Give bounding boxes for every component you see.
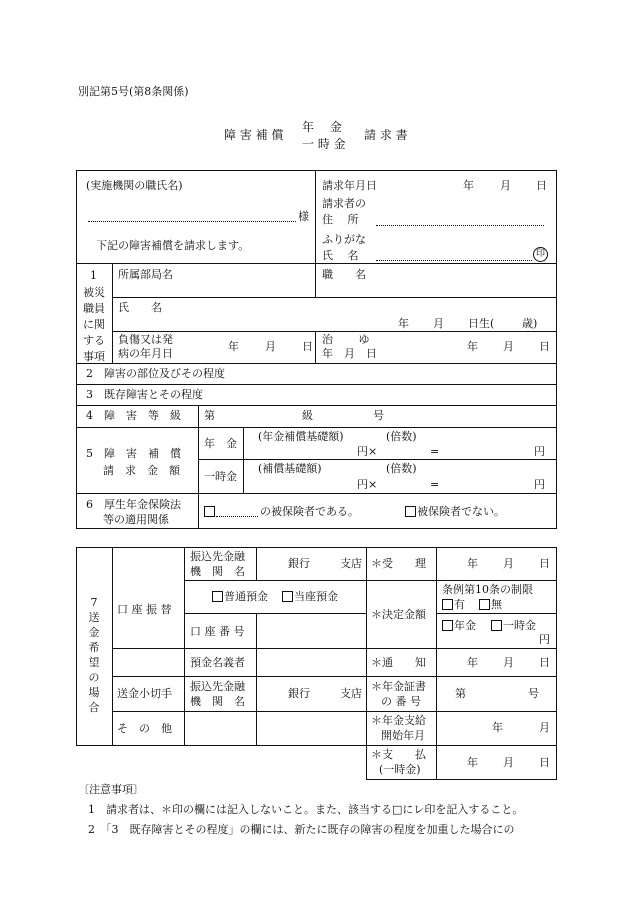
restriction-label: 条例第10条の制限 [442,583,533,596]
current-label: 当座預金 [294,590,338,603]
lump-equals: = [430,478,440,491]
mo-bank-label-2: 機 関 名 [190,695,245,708]
heal-month: 月 [503,340,514,353]
mo-bank-label-1: 振込先金融 [190,680,245,693]
cert-label-1: ＊年金証書 [371,680,426,693]
account-number-label: 口 座 番 号 [190,625,245,638]
date-label: 請求年月日 [322,179,377,192]
form-number: 別記第5号(第8条関係) [78,85,189,98]
lump-times-label: (倍数) [386,462,417,475]
yes-label: 有 [454,598,465,611]
annual-equals: = [430,445,440,458]
lump-yen: 円 [534,478,545,491]
address-label-1: 請求者の [322,197,366,210]
receipt-year: 年 [467,557,478,570]
title-suffix: 請 求 書 [364,128,408,142]
notice-year: 年 [467,656,478,669]
grade-mid: 級 [302,409,313,422]
pay-month: 月 [503,756,514,769]
birth-month: 月 [433,317,444,330]
insured-checkbox[interactable] [204,506,215,517]
mo-bank-text: 銀行 [288,687,310,700]
start-label-1: ＊年金支給 [371,714,426,727]
heal-label-2: 年 月 日 [322,347,377,360]
pay-label-1: ＊支 払 [371,748,426,761]
bank-text: 銀行 [288,557,310,570]
insured-text: の被保険者である。 [260,505,359,518]
other-label: そ の 他 [117,722,172,735]
lump-check-label: 一時金 [503,619,536,632]
no-checkbox[interactable] [479,599,490,610]
no-label: 無 [491,598,502,611]
annual-times-label: (倍数) [386,430,417,443]
start-year: 年 [492,721,503,734]
receipt-month: 月 [503,557,514,570]
address-label-2: 住 所 [322,213,359,226]
date-year: 年 [463,179,474,192]
section2-label: 2 障害の部位及びその程度 [86,367,225,380]
section6-label-2: 等の適用関係 [103,513,169,526]
receipt-day: 日 [539,557,550,570]
position-label: 職 名 [322,268,366,281]
note-item-2: 2 「3 既存障害とその程度」の欄には、新たに既存の障害の程度を加重した場合にの [88,823,515,836]
start-month: 月 [539,721,550,734]
section1-side-label: 被災 職員 に関 する 事項 [83,286,105,363]
section1-number: 1 [90,269,97,282]
address-line[interactable] [376,225,544,226]
title-main: 障 害 補 償 [224,128,284,142]
notice-day: 日 [539,656,550,669]
injury-date-label-1: 負傷又は発 [118,333,173,346]
lump-label: 一時金 [204,470,237,483]
insurance-type-line[interactable] [216,516,258,517]
money-order-label: 送金小切手 [117,687,172,700]
section7-side-label: 7 送 金 希 望 の 場 合 [88,596,100,714]
not-insured-checkbox[interactable] [405,506,416,517]
decision-yen: 円 [539,633,550,646]
annual-label: 年 金 [204,437,237,450]
pay-year: 年 [467,756,478,769]
branch-text: 支店 [340,557,362,570]
bank-label-2: 機 関 名 [190,565,245,578]
furigana-label: ふりがな [322,233,366,246]
lump-yen-times: 円× [357,478,378,491]
honorific: 様 [298,210,309,223]
grade-prefix: 第 [204,409,215,422]
decision-label: ＊決定金額 [371,608,426,621]
lump-basis-label: (補償基礎額) [258,462,322,475]
cert-suffix: 号 [528,687,539,700]
notice-label: ＊通 知 [371,656,426,669]
notice-month: 月 [503,656,514,669]
birth-year: 年 [398,317,409,330]
date-day: 日 [536,179,547,192]
section5-label-1: 5 障 害 補 償 [86,447,181,460]
ordinary-label: 普通預金 [224,590,268,603]
cert-label-2: の 番 号 [381,695,421,708]
yes-checkbox[interactable] [442,599,453,610]
name-line[interactable] [376,260,532,261]
agency-name-line[interactable] [88,221,296,222]
not-insured-text: 被保険者でない。 [417,505,505,518]
seal-icon: 印 [533,247,548,262]
injury-date-label-2: 病の年月日 [118,347,173,360]
pay-label-2: (一時金) [379,763,421,776]
injury-month: 月 [265,340,276,353]
section4-label: 4 障 害 等 級 [86,409,181,422]
injury-day: 日 [302,340,313,353]
holder-label: 預金名義者 [190,656,245,669]
annual-check-label: 年金 [454,619,476,632]
title-lump: 一 時 金 [302,137,346,151]
ordinary-checkbox[interactable] [212,591,223,602]
injury-year: 年 [228,340,239,353]
annual-yen-times: 円× [357,445,378,458]
heal-year: 年 [467,340,478,353]
annual-basis-label: (年金補償基礎額) [258,430,344,443]
note-item-1: 1 請求者は、＊印の欄には記入しないこと。また、該当する□にレ印を記入すること。 [88,803,524,816]
heal-label-1: 治 ゆ [322,333,370,346]
pay-day: 日 [539,756,550,769]
start-label-2: 開始年月 [381,729,425,742]
date-month: 月 [500,179,511,192]
employee-name-label: 氏 名 [118,301,162,314]
account-transfer-label: 口 座 振 替 [117,603,172,616]
notes-heading: 〔注意事項〕 [78,783,144,796]
annual-checkbox[interactable] [442,620,453,631]
agency-label: (実施機関の職氏名) [86,179,183,192]
lump-checkbox[interactable] [491,620,502,631]
cert-prefix: 第 [455,687,466,700]
birth-day: 日生( [468,317,495,330]
birth-age: 歳) [522,317,538,330]
receipt-label: ＊受 理 [371,557,426,570]
heal-day: 日 [539,340,550,353]
grade-suffix: 号 [373,409,384,422]
annual-yen: 円 [534,445,545,458]
section6-label-1: 6 厚生年金保険法 [86,498,181,511]
dept-label: 所属部局名 [118,268,173,281]
section5-label-2: 請 求 金 額 [103,464,180,477]
section3-label: 3 既存障害とその程度 [86,388,203,401]
bank-label-1: 振込先金融 [190,550,245,563]
mo-branch-text: 支店 [340,687,362,700]
current-checkbox[interactable] [282,591,293,602]
title-annual: 年 金 [302,120,342,134]
request-text: 下記の障害補償を請求します。 [96,239,250,252]
name-label: 氏 名 [322,249,359,262]
